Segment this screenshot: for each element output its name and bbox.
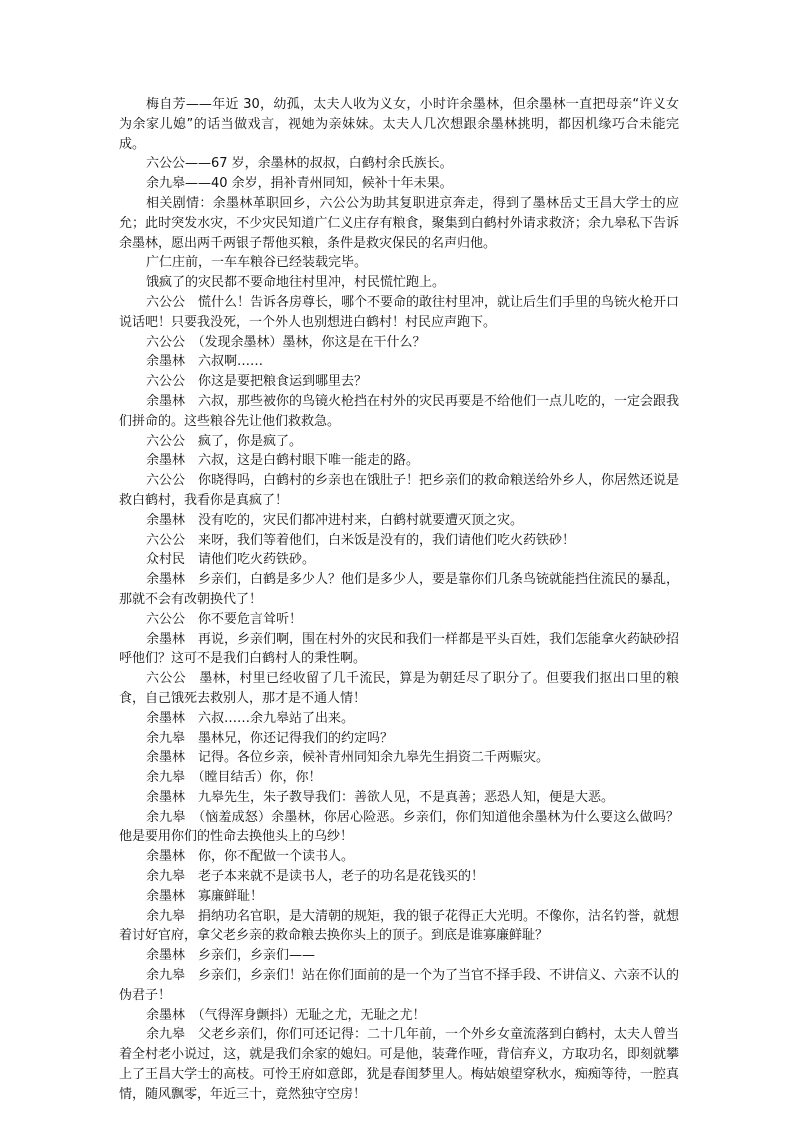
dialogue-line: 六公公 疯了，你是疯了。 [146,433,303,449]
dialogue-line: 余墨林 六叔，这是白鹤村眼下唯一能走的路。 [146,453,420,469]
dialogue-line: 众村民 请他们吃火药铁砂。 [146,552,316,568]
dialogue-line: 余墨林 你，你不配做一个读书人。 [146,849,355,865]
dialogue-line: 六公公 慌什么！告诉各房尊长，哪个不要命的敢往村里冲，就让后生们手里的鸟铳火枪开口说话吧！只要我没死，一个外人也别想进白鹤村！村民应声跑下。 [119,294,680,330]
dialogue-line: 余墨林 六叔，那些被你的鸟镜火枪挡在村外的灾民再要是不给他们一点儿吃的，一定会跟我们拼命的。这些粮谷先让他们救救急。 [119,393,680,429]
dialogue-line: 余九皋 （恼羞成怒）余墨林，你居心险恶。乡亲们，你们知道他余墨林为什么要这么做吗？他是要用你们的性命去换他头上的乌纱！ [119,809,679,845]
paragraph-character-liu: 六公公——67 岁，余墨林的叔叔，白鹤村余氏族长。 [146,156,453,172]
paragraph-stage-direction: 广仁庄前，一车车粮谷已经装载完毕。 [146,255,368,271]
document-body [119,95,679,1105]
dialogue-line: 余墨林 六叔啊…… [146,354,264,370]
dialogue-line: 六公公 你晓得吗，白鹤村的乡亲也在饿肚子！把乡亲们的救命粮送给外乡人，你居然还说是救白鹤村，我看你是真疯了！ [119,473,680,508]
dialogue-line: 六公公 你不要危言耸听！ [146,611,303,627]
dialogue-line: 余九皋 （瞠目结舌）你，你！ [146,770,322,786]
paragraph-stage-direction: 饿疯了的灾民都不要命地往村里冲，村民慌忙跑上。 [146,275,446,291]
dialogue-line: 余墨林 乡亲们，白鹤是多少人？他们是多少人，要是靠你们几条鸟铳就能挡住流民的暴乱，那就不会有改朝换代了！ [119,572,680,607]
dialogue-line: 余九皋 乡亲们，乡亲们！站在你们面前的是一个为了当官不择手段、不讲信义、六亲不认的伪君子！ [119,968,680,1003]
paragraph-character-yu-jiugao: 余九皋——40 余岁，捐补青州同知，候补十年未果。 [146,176,453,192]
dialogue-line: 六公公 （发现余墨林）墨林，你这是在干什么？ [146,334,426,350]
dialogue-line: 六公公 你这是要把粮食运到哪里去？ [146,374,368,390]
paragraph-character-mei: 梅自芳——年近 30，幼孤，太夫人收为义女，小时许余墨林，但余墨林一直把母亲“许义女为余家儿媳”的话当做戏言，视她为亲妹妹。太夫人几次想跟余墨林挑明，都因机缘巧合未能完成。 [119,97,679,152]
dialogue-line: 余墨林 记得。各位乡亲，候补青州同知余九皋先生捐资二千两赈灾。 [146,750,550,766]
dialogue-line: 六公公 墨林，村里已经收留了几千流民，算是为朝廷尽了职分了。但要我们抠出口里的粮食，自己饿死去救别人，那才是不通人情！ [119,671,679,706]
dialogue-line: 余九皋 墨林兄，你还记得我们的约定吗？ [146,730,394,746]
dialogue-line: 余墨林 六叔……余九皋站了出来。 [146,710,355,726]
dialogue-line: 余墨林 再说，乡亲们啊，围在村外的灾民和我们一样都是平头百姓，我们怎能拿火药缺砂招呼他们？这可不是我们白鹤村人的秉性啊。 [119,631,680,667]
dialogue-line: 余九皋 捐纳功名官职，是大清朝的规矩，我的银子花得正大光明。不像你，沽名钓誉，就想着讨好官府，拿父老乡亲的救命粮去换你头上的顶子。到底是谁寡廉鲜耻？ [119,908,680,944]
paragraph-plot-summary: 相关剧情：余墨林革职回乡，六公公为助其复职进京奔走，得到了墨林岳丈王昌大学士的应允；此时突发水灾，不少灾民知道广仁义庄存有粮食，聚集到白鹤村外请求救济；余九皋私下告诉余墨林，愿出两千两银子帮他买粮，条件是救灾保民的名声归他。 [119,195,679,251]
dialogue-line: 余墨林 乡亲们，乡亲们—— [146,948,316,964]
dialogue-line: 余九皋 老子本来就不是读书人，老子的功名是花钱买的！ [146,869,485,885]
dialogue-line: 余墨林 （气得浑身颤抖）无耻之尤，无耻之尤！ [146,1007,426,1023]
dialogue-line: 六公公 来呀，我们等着他们，白米饭是没有的，我们请他们吃火药铁砂！ [146,532,576,548]
dialogue-line: 余墨林 九皋先生，朱子教导我们：善欲人见，不是真善；恶恐人知，便是大恶。 [146,789,615,805]
dialogue-line: 余九皋 父老乡亲们，你们可还记得：二十几年前，一个外乡女童流落到白鹤村，太夫人曾当着全村老小说过，这，就是我们余家的媳妇。可是他，装聋作哑，背信弃义，方取功名，即刻就攀上了王昌大学士的高枝。可怜王府如意郎，犹是春闺梦里人。梅姑娘望穿秋水，痴痴等待，一腔真情，随风飘零，年近三十，竟然独守空房！ [119,1027,680,1102]
dialogue-line: 余墨林 寡廉鲜耻！ [146,888,264,904]
dialogue-line: 余墨林 没有吃的，灾民们都冲进村来，白鹤村就要遭灭顶之灾。 [146,512,524,528]
